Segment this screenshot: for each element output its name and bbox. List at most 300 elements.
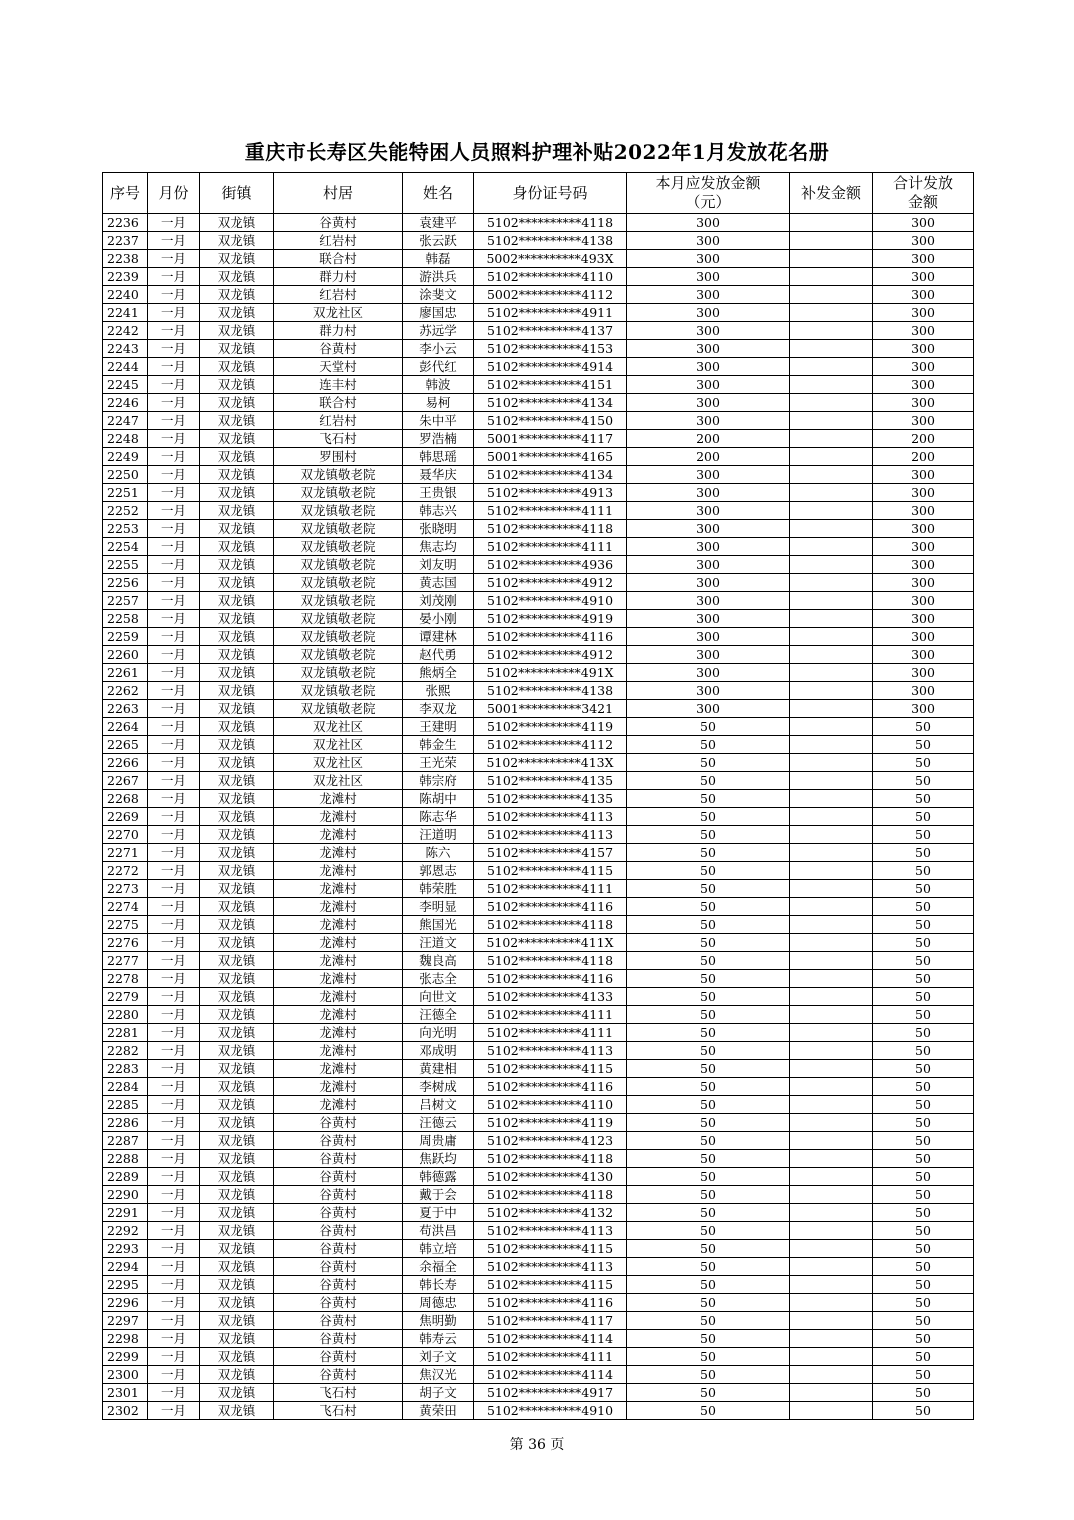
table-cell: 双龙社区 (274, 718, 403, 736)
table-cell: 双龙镇 (200, 646, 274, 664)
table-row (103, 376, 974, 394)
table-cell: 5001**********3421 (474, 700, 627, 718)
table-cell (790, 592, 873, 610)
table-cell: 50 (627, 808, 790, 826)
table-cell: 双龙镇 (200, 322, 274, 340)
table-cell: 5102**********491X (474, 664, 627, 682)
table-cell: 5102**********4116 (474, 1078, 627, 1096)
table-cell: 2270 (103, 826, 148, 844)
table-cell: 50 (873, 1114, 974, 1132)
table-cell: 50 (627, 1240, 790, 1258)
table-row (103, 574, 974, 592)
table-cell: 50 (873, 808, 974, 826)
table-cell (790, 988, 873, 1006)
table-cell: 汪道明 (403, 826, 474, 844)
table-cell: 一月 (148, 268, 200, 286)
table-cell: 300 (873, 232, 974, 250)
table-cell: 双龙镇敬老院 (274, 484, 403, 502)
table-cell: 一月 (148, 502, 200, 520)
table-cell: 双龙镇 (200, 790, 274, 808)
table-cell: 50 (873, 988, 974, 1006)
table-cell (790, 682, 873, 700)
table-cell: 一月 (148, 1276, 200, 1294)
table-cell: 50 (873, 1312, 974, 1330)
table-cell: 一月 (148, 1042, 200, 1060)
table-cell: 50 (627, 1042, 790, 1060)
table-cell: 双龙镇敬老院 (274, 664, 403, 682)
table-cell: 300 (627, 556, 790, 574)
table-cell: 300 (873, 214, 974, 232)
table-cell: 廖国忠 (403, 304, 474, 322)
table-cell: 300 (627, 610, 790, 628)
table-cell: 双龙镇 (200, 358, 274, 376)
table-cell (790, 502, 873, 520)
table-cell: 2238 (103, 250, 148, 268)
table-cell: 红岩村 (274, 412, 403, 430)
table-row (103, 1240, 974, 1258)
table-cell: 双龙镇 (200, 1132, 274, 1150)
table-cell (790, 1060, 873, 1078)
table-cell: 50 (627, 754, 790, 772)
table-row (103, 1186, 974, 1204)
table-cell: 50 (873, 1150, 974, 1168)
table-cell: 双龙镇 (200, 1060, 274, 1078)
table-cell: 50 (873, 898, 974, 916)
table-cell: 双龙镇 (200, 250, 274, 268)
table-cell: 50 (873, 736, 974, 754)
table-cell: 双龙镇 (200, 466, 274, 484)
table-cell: 2264 (103, 718, 148, 736)
table-cell: 5102**********4130 (474, 1168, 627, 1186)
table-cell (790, 1258, 873, 1276)
table-row (103, 592, 974, 610)
table-cell: 一月 (148, 646, 200, 664)
header-cell: 补发金额 (790, 173, 873, 214)
table-cell: 群力村 (274, 268, 403, 286)
table-cell (790, 646, 873, 664)
table-cell: 2247 (103, 412, 148, 430)
table-cell: 5002**********493X (474, 250, 627, 268)
table-cell: 龙滩村 (274, 898, 403, 916)
table-cell: 50 (873, 1222, 974, 1240)
table-cell: 聂华庆 (403, 466, 474, 484)
table-cell: 一月 (148, 340, 200, 358)
table-cell: 5102**********4113 (474, 1258, 627, 1276)
table-cell: 300 (627, 628, 790, 646)
table-cell: 龙滩村 (274, 1096, 403, 1114)
table-cell: 50 (873, 1168, 974, 1186)
table-cell: 戴于会 (403, 1186, 474, 1204)
table-cell: 一月 (148, 862, 200, 880)
table-cell: 5102**********4115 (474, 862, 627, 880)
table-cell: 2263 (103, 700, 148, 718)
table-cell: 5102**********4118 (474, 520, 627, 538)
table-cell: 张云跃 (403, 232, 474, 250)
table-row (103, 412, 974, 430)
table-cell: 张熙 (403, 682, 474, 700)
table-cell: 谷黄村 (274, 1132, 403, 1150)
table-cell (790, 1006, 873, 1024)
table-cell (790, 1168, 873, 1186)
table-cell: 2299 (103, 1348, 148, 1366)
table-cell: 一月 (148, 880, 200, 898)
table-cell: 2284 (103, 1078, 148, 1096)
table-cell: 一月 (148, 1006, 200, 1024)
table-cell: 一月 (148, 754, 200, 772)
table-cell: 袁建平 (403, 214, 474, 232)
table-cell (790, 556, 873, 574)
table-cell: 2250 (103, 466, 148, 484)
table-row (103, 394, 974, 412)
table-cell: 50 (627, 970, 790, 988)
table-cell: 50 (873, 1330, 974, 1348)
table-cell: 余福全 (403, 1258, 474, 1276)
table-cell: 2254 (103, 538, 148, 556)
table-row (103, 952, 974, 970)
table-cell: 汪德全 (403, 1006, 474, 1024)
table-cell: 朱中平 (403, 412, 474, 430)
table-cell (790, 1078, 873, 1096)
table-cell: 5102**********4150 (474, 412, 627, 430)
table-row (103, 1042, 974, 1060)
table-cell: 2292 (103, 1222, 148, 1240)
table-cell: 苏远学 (403, 322, 474, 340)
table-cell: 双龙镇 (200, 268, 274, 286)
table-cell: 一月 (148, 1258, 200, 1276)
table-cell (790, 574, 873, 592)
table-cell: 谷黄村 (274, 1222, 403, 1240)
table-row (103, 1096, 974, 1114)
table-cell: 一月 (148, 250, 200, 268)
table-cell: 周德忠 (403, 1294, 474, 1312)
table-row (103, 250, 974, 268)
table-cell: 2248 (103, 430, 148, 448)
table-row (103, 1168, 974, 1186)
table-cell: 50 (627, 736, 790, 754)
table-cell: 5102**********4115 (474, 1060, 627, 1078)
table-cell: 300 (873, 502, 974, 520)
table-row (103, 610, 974, 628)
table-cell: 5102**********4123 (474, 1132, 627, 1150)
table-cell: 一月 (148, 1024, 200, 1042)
table-cell: 一月 (148, 520, 200, 538)
table-cell: 300 (873, 340, 974, 358)
table-cell: 300 (627, 592, 790, 610)
table-row (103, 682, 974, 700)
table-cell (790, 952, 873, 970)
table-cell: 黄荣田 (403, 1402, 474, 1420)
table-cell: 红岩村 (274, 286, 403, 304)
table-cell: 李树成 (403, 1078, 474, 1096)
table-cell: 双龙镇 (200, 718, 274, 736)
table-cell: 2262 (103, 682, 148, 700)
table-cell: 5102**********4133 (474, 988, 627, 1006)
table-cell: 双龙镇 (200, 214, 274, 232)
table-cell: 夏于中 (403, 1204, 474, 1222)
table-cell: 一月 (148, 826, 200, 844)
table-cell: 5102**********4135 (474, 772, 627, 790)
table-cell: 300 (873, 628, 974, 646)
table-cell: 5102**********4910 (474, 1402, 627, 1420)
table-cell: 红岩村 (274, 232, 403, 250)
table-cell: 一月 (148, 304, 200, 322)
table-cell: 5102**********4114 (474, 1366, 627, 1384)
table-cell: 2269 (103, 808, 148, 826)
table-cell: 谷黄村 (274, 1168, 403, 1186)
table-cell: 2260 (103, 646, 148, 664)
table-cell: 2283 (103, 1060, 148, 1078)
table-cell: 双龙镇 (200, 826, 274, 844)
table-cell: 向世文 (403, 988, 474, 1006)
table-row (103, 286, 974, 304)
table-cell: 焦跃均 (403, 1150, 474, 1168)
table-cell: 双龙镇 (200, 1258, 274, 1276)
table-cell: 5102**********4118 (474, 1150, 627, 1168)
table-cell: 2239 (103, 268, 148, 286)
table-cell: 5102**********4138 (474, 682, 627, 700)
table-cell: 谭建林 (403, 628, 474, 646)
table-cell: 50 (873, 1096, 974, 1114)
table-row (103, 322, 974, 340)
table-cell: 300 (627, 502, 790, 520)
table-cell: 王光荣 (403, 754, 474, 772)
table-cell: 5102**********4115 (474, 1240, 627, 1258)
table-cell: 50 (873, 1186, 974, 1204)
table-cell: 双龙镇 (200, 340, 274, 358)
table-cell: 双龙镇 (200, 1384, 274, 1402)
table-cell: 谷黄村 (274, 1150, 403, 1168)
table-cell (790, 358, 873, 376)
table-cell: 2279 (103, 988, 148, 1006)
table-cell: 50 (873, 1402, 974, 1420)
table-cell: 2261 (103, 664, 148, 682)
table-cell: 5102**********4111 (474, 880, 627, 898)
table-cell: 双龙镇敬老院 (274, 610, 403, 628)
table-row (103, 934, 974, 952)
table-cell: 双龙镇 (200, 304, 274, 322)
table-cell: 5102**********4111 (474, 1348, 627, 1366)
table-cell: 飞石村 (274, 1402, 403, 1420)
table-row (103, 556, 974, 574)
table-row (103, 988, 974, 1006)
table-cell: 50 (873, 826, 974, 844)
table-cell: 双龙镇 (200, 502, 274, 520)
table-cell: 2278 (103, 970, 148, 988)
table-cell: 2288 (103, 1150, 148, 1168)
table-cell: 韩寿云 (403, 1330, 474, 1348)
table-cell: 一月 (148, 574, 200, 592)
table-cell: 2287 (103, 1132, 148, 1150)
header-cell: 姓名 (403, 173, 474, 214)
table-cell: 龙滩村 (274, 988, 403, 1006)
table-cell: 谷黄村 (274, 340, 403, 358)
table-cell: 300 (873, 556, 974, 574)
table-cell: 50 (873, 1006, 974, 1024)
table-row (103, 1024, 974, 1042)
table-cell (790, 1222, 873, 1240)
table-cell: 涂斐文 (403, 286, 474, 304)
table-cell: 刘友明 (403, 556, 474, 574)
table-cell: 5102**********4914 (474, 358, 627, 376)
table-cell: 双龙镇 (200, 772, 274, 790)
table-cell: 双龙社区 (274, 754, 403, 772)
table-row (103, 646, 974, 664)
table-cell: 一月 (148, 970, 200, 988)
table-cell: 50 (873, 1132, 974, 1150)
table-cell (790, 1384, 873, 1402)
table-cell (790, 376, 873, 394)
table-cell (790, 844, 873, 862)
table-cell: 谷黄村 (274, 1366, 403, 1384)
table-cell: 焦汉光 (403, 1366, 474, 1384)
table-cell: 300 (873, 268, 974, 286)
table-cell: 一月 (148, 466, 200, 484)
table-cell: 50 (627, 934, 790, 952)
table-cell (790, 304, 873, 322)
table-cell: 一月 (148, 1402, 200, 1420)
table-cell: 一月 (148, 772, 200, 790)
table-cell: 5102**********4119 (474, 1114, 627, 1132)
table-cell: 一月 (148, 1222, 200, 1240)
table-cell: 双龙镇 (200, 1204, 274, 1222)
table-cell: 双龙镇 (200, 952, 274, 970)
table-cell: 龙滩村 (274, 862, 403, 880)
table-cell: 双龙镇敬老院 (274, 466, 403, 484)
table-cell: 一月 (148, 718, 200, 736)
table-cell: 王建明 (403, 718, 474, 736)
table-cell (790, 1366, 873, 1384)
table-cell: 双龙镇 (200, 682, 274, 700)
header-row (103, 173, 974, 214)
table-row (103, 268, 974, 286)
table-cell: 游洪兵 (403, 268, 474, 286)
table-cell: 5102**********4111 (474, 1006, 627, 1024)
table-cell: 双龙镇 (200, 628, 274, 646)
table-cell: 50 (627, 772, 790, 790)
table-cell: 2275 (103, 916, 148, 934)
table-cell: 2282 (103, 1042, 148, 1060)
table-cell (790, 862, 873, 880)
table-cell: 2274 (103, 898, 148, 916)
table-cell: 50 (627, 1258, 790, 1276)
table-cell: 5102**********4912 (474, 574, 627, 592)
table-cell: 熊国光 (403, 916, 474, 934)
table-cell (790, 1348, 873, 1366)
table-cell: 5102**********4118 (474, 916, 627, 934)
table-row (103, 808, 974, 826)
table-cell: 易柯 (403, 394, 474, 412)
table-cell: 双龙镇敬老院 (274, 556, 403, 574)
table-cell: 300 (873, 286, 974, 304)
table-cell: 300 (627, 268, 790, 286)
table-cell: 2244 (103, 358, 148, 376)
table-cell: 5102**********4919 (474, 610, 627, 628)
table-cell: 一月 (148, 1204, 200, 1222)
table-cell: 群力村 (274, 322, 403, 340)
table-cell: 双龙镇 (200, 1366, 274, 1384)
table-cell: 2289 (103, 1168, 148, 1186)
table-cell: 李小云 (403, 340, 474, 358)
table-row (103, 502, 974, 520)
table-cell: 5102**********4114 (474, 1330, 627, 1348)
table-cell: 龙滩村 (274, 1060, 403, 1078)
table-cell: 一月 (148, 844, 200, 862)
table-cell: 200 (873, 448, 974, 466)
table-cell: 双龙镇 (200, 844, 274, 862)
table-cell: 50 (627, 1078, 790, 1096)
table-cell: 50 (627, 1348, 790, 1366)
table-cell (790, 700, 873, 718)
table-cell: 2255 (103, 556, 148, 574)
table-cell (790, 664, 873, 682)
page-number: 第 36 页 (509, 1437, 565, 1453)
table-row (103, 826, 974, 844)
table-cell (790, 430, 873, 448)
table-cell (790, 1330, 873, 1348)
table-cell: 连丰村 (274, 376, 403, 394)
table-row (103, 1276, 974, 1294)
table-cell: 300 (627, 538, 790, 556)
table-row (103, 862, 974, 880)
table-cell: 5102**********4116 (474, 898, 627, 916)
table-cell: 300 (873, 610, 974, 628)
table-row (103, 232, 974, 250)
table-cell: 300 (627, 466, 790, 484)
table-cell: 50 (873, 880, 974, 898)
table-cell: 谷黄村 (274, 1312, 403, 1330)
table-cell: 5102**********4135 (474, 790, 627, 808)
table-cell: 谷黄村 (274, 1348, 403, 1366)
table-row (103, 970, 974, 988)
table-cell: 一月 (148, 214, 200, 232)
table-cell: 焦志均 (403, 538, 474, 556)
table-cell: 2240 (103, 286, 148, 304)
table-cell: 郭恩志 (403, 862, 474, 880)
table-cell: 韩长寿 (403, 1276, 474, 1294)
table-cell: 一月 (148, 592, 200, 610)
table-cell: 双龙镇 (200, 1330, 274, 1348)
table-cell: 5102**********4910 (474, 592, 627, 610)
table-cell: 赵代勇 (403, 646, 474, 664)
table-cell: 5102**********4113 (474, 808, 627, 826)
header-cell: 合计发放金额 (873, 173, 974, 214)
header-cell: 身份证号码 (474, 173, 627, 214)
table-cell: 双龙镇 (200, 610, 274, 628)
table-cell: 韩磊 (403, 250, 474, 268)
table-cell: 双龙镇敬老院 (274, 538, 403, 556)
table-cell: 2277 (103, 952, 148, 970)
table-cell: 2280 (103, 1006, 148, 1024)
table-cell: 一月 (148, 412, 200, 430)
table-cell: 双龙镇敬老院 (274, 700, 403, 718)
table-cell: 双龙镇敬老院 (274, 574, 403, 592)
table-cell (790, 520, 873, 538)
table-cell: 龙滩村 (274, 844, 403, 862)
table-cell: 一月 (148, 700, 200, 718)
table-cell: 50 (627, 1132, 790, 1150)
table-row (103, 1330, 974, 1348)
table-cell: 一月 (148, 484, 200, 502)
table-cell: 一月 (148, 1348, 200, 1366)
table-cell: 双龙镇 (200, 538, 274, 556)
table-cell: 双龙镇 (200, 736, 274, 754)
table-cell: 50 (627, 718, 790, 736)
table-cell: 300 (627, 394, 790, 412)
table-cell: 50 (627, 790, 790, 808)
table-cell (790, 412, 873, 430)
table-cell: 5102**********4911 (474, 304, 627, 322)
table-cell: 50 (873, 862, 974, 880)
